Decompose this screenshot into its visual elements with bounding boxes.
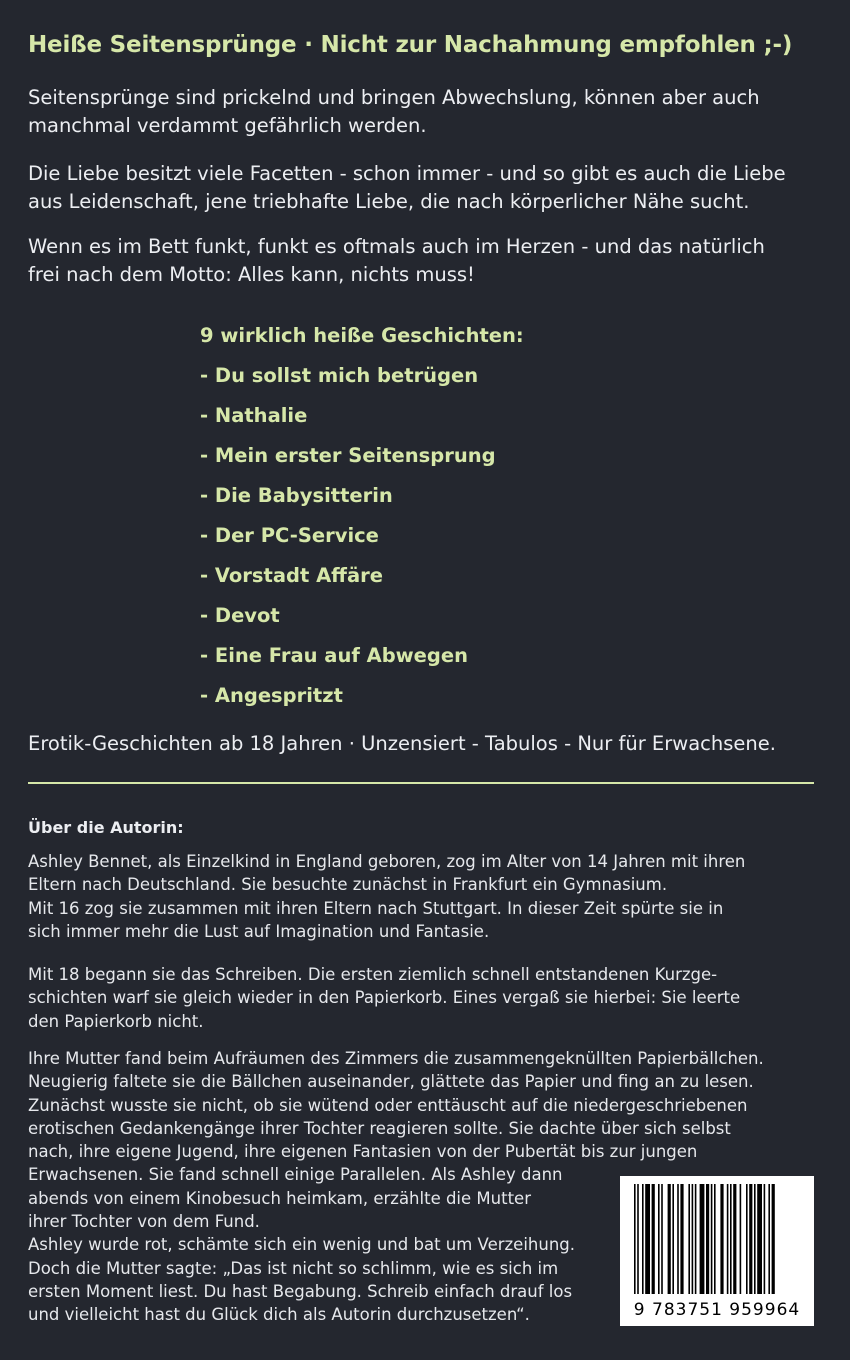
barcode-bar bbox=[634, 1184, 636, 1294]
barcode-bar bbox=[706, 1184, 709, 1294]
barcode-bar bbox=[714, 1184, 716, 1294]
story-item: - Die Babysitterin bbox=[200, 484, 393, 507]
bio-paragraph-3: Ihre Mutter fand beim Aufräumen des Zimmers die zusammengeknüllten Papierbällchen. Neugierig faltete sie die Bällchen auseinander, glättete das Papier und fing an zu lesen. Zunächst wusste sie nicht, ob sie wütend oder enttäuscht auf die niedergeschriebenen erotischen Gedankengänge ihrer Tochter reagieren sollte. Sie dachte über sich selbst nach, ihre eigene Jugend, ihre eigenen Fantasien von der Pubertät bis zur jungen Erwachsenen. Sie fand schnell einige Parallelen. Als Ashley dann abends von einem Kinobesuch heimkam, erzählte die Mutter ihrer Tochter von dem Fund. Ashley wurde rot, schämte sich ein wenig und bat um Verzeihung. Doch die Mutter sagte: „Das ist nicht so schlimm, wie es sich im ersten Moment liest. Du hast Begabung. Schreib einfach drauf los und vielleicht hast du Glück dich als Autorin durchzusetzen“. bbox=[28, 1049, 764, 1325]
barcode-bar bbox=[768, 1184, 770, 1294]
story-item: - Eine Frau auf Abwegen bbox=[200, 644, 468, 667]
story-item: - Der PC-Service bbox=[200, 524, 379, 547]
story-item: - Nathalie bbox=[200, 404, 308, 427]
intro-paragraph-3: Wenn es im Bett funkt, funkt es oftmals auch im Herzen - und das natürlich frei nach dem Motto: Alles kann, nichts muss! bbox=[28, 235, 765, 286]
barcode-bar bbox=[772, 1184, 775, 1294]
story-item: - Angespritzt bbox=[200, 684, 343, 707]
story-item: - Devot bbox=[200, 604, 280, 627]
barcode-bar bbox=[727, 1184, 729, 1294]
barcode-bar bbox=[711, 1184, 713, 1294]
story-item: - Vorstadt Affäre bbox=[200, 564, 383, 587]
barcode-bar bbox=[642, 1184, 644, 1294]
barcode-bar bbox=[658, 1184, 660, 1294]
bio-paragraph-1: Ashley Bennet, als Einzelkind in England geboren, zog im Alter von 14 Jahren mit ihren Eltern nach Deutschland. Sie besuchte zunächst in Frankfurt ein Gymnasium. Mit 16 zog sie zusammen mit ihren Eltern nach Stuttgart. In dieser Zeit spürte sie in sich immer mehr die Lust auf Imagination und Fantasie. bbox=[28, 852, 746, 941]
story-list bbox=[200, 322, 524, 722]
isbn-barcode bbox=[620, 1176, 814, 1326]
barcode-bar bbox=[700, 1184, 705, 1294]
barcode-bar bbox=[740, 1184, 742, 1294]
tagline: Erotik-Geschichten ab 18 Jahren · Unzensiert - Tabulos - Nur für Erwachsene. bbox=[28, 732, 776, 755]
barcode-bar bbox=[730, 1184, 732, 1294]
bio-paragraph-2: Mit 18 begann sie das Schreiben. Die ersten ziemlich schnell entstandenen Kurzge- schichten warf sie gleich wieder in den Papierkorb. Eines vergaß sie hierbei: Sie leerte den Papierkorb nicht. bbox=[28, 965, 741, 1031]
story-list-heading: 9 wirklich heiße Geschichten: bbox=[200, 324, 524, 347]
barcode-bar bbox=[720, 1184, 723, 1294]
barcode-bars bbox=[620, 1176, 814, 1300]
barcode-bar bbox=[668, 1184, 671, 1294]
barcode-bar bbox=[672, 1184, 674, 1294]
barcode-bar bbox=[764, 1184, 766, 1294]
barcode-bar bbox=[688, 1184, 690, 1294]
barcode-bar bbox=[757, 1184, 762, 1294]
section-divider bbox=[28, 782, 814, 784]
barcode-bar bbox=[637, 1184, 639, 1294]
barcode-bar bbox=[692, 1184, 694, 1294]
headline: Heiße Seitensprünge · Nicht zur Nachahmung empfohlen ;-) bbox=[28, 32, 793, 58]
barcode-bar bbox=[746, 1184, 748, 1294]
barcode-bar bbox=[680, 1184, 683, 1294]
isbn-number: 9 783751 959964 bbox=[633, 1300, 801, 1320]
about-author-heading: Über die Autorin: bbox=[28, 818, 184, 837]
barcode-bar bbox=[695, 1184, 697, 1294]
barcode-bar bbox=[754, 1184, 756, 1294]
barcode-bar bbox=[661, 1184, 663, 1294]
intro-paragraph-1: Seitensprünge sind prickelnd und bringen Abwechslung, können aber auch manchmal verdammt gefährlich werden. bbox=[28, 86, 760, 137]
barcode-bar bbox=[645, 1184, 650, 1294]
barcode-bar bbox=[749, 1184, 752, 1294]
intro-paragraph-2: Die Liebe besitzt viele Facetten - schon immer - und so gibt es auch die Liebe aus Leidenschaft, jene triebhafte Liebe, die nach körperlicher Nähe sucht. bbox=[28, 162, 786, 213]
barcode-bar bbox=[733, 1184, 736, 1294]
story-item: - Du sollst mich betrügen bbox=[200, 364, 479, 387]
story-item: - Mein erster Seitensprung bbox=[200, 444, 496, 467]
barcode-bar bbox=[677, 1184, 679, 1294]
barcode-bar bbox=[652, 1184, 655, 1294]
